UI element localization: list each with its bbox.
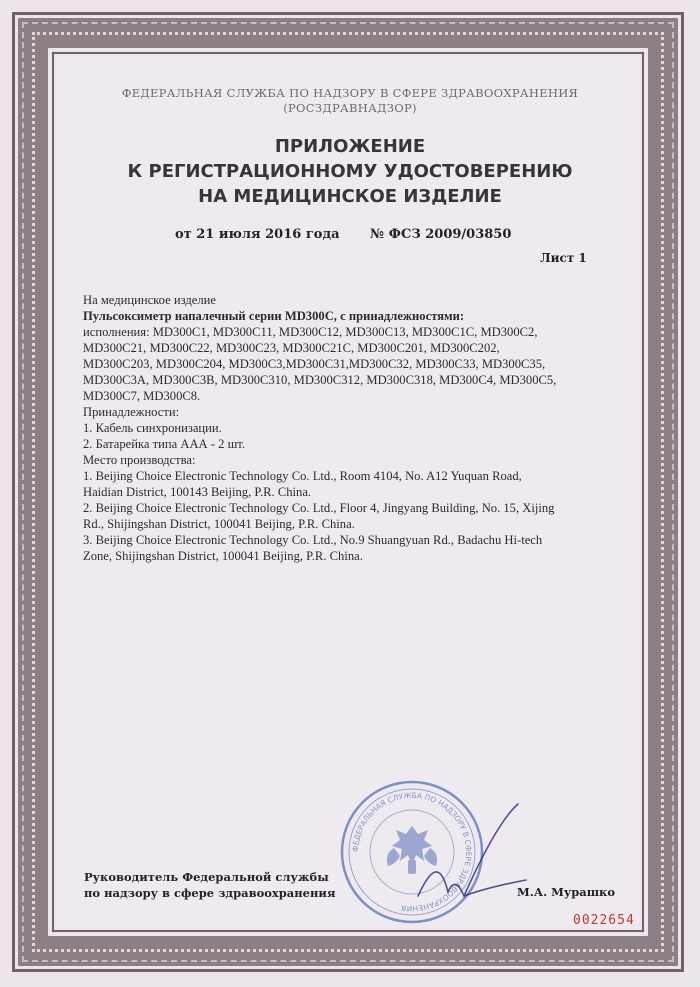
production-line: 2. Beijing Choice Electronic Technology Co. Ltd., Floor 4, Jingyang Building, No. 15, Xijing	[83, 501, 555, 515]
agency-abbr: (РОСЗДРАВНАДЗОР)	[283, 101, 417, 115]
accessory-item: 2. Батарейка типа ААА - 2 шт.	[83, 437, 245, 451]
production-line: 3. Beijing Choice Electronic Technology Co. Ltd., No.9 Shuangyuan Rd., Badachu Hi-tech	[83, 533, 543, 547]
certificate-number: № ФСЗ 2009/03850	[370, 227, 512, 242]
title-line-1: ПРИЛОЖЕНИЕ	[274, 136, 426, 157]
signer-title-line-1: Руководитель Федеральной службы	[84, 870, 329, 884]
accessories-label: Принадлежности:	[83, 405, 180, 419]
signer-title-line-2: по надзору в сфере здравоохранения	[84, 886, 336, 900]
production-line: 1. Beijing Choice Electronic Technology Co. Ltd., Room 4104, No. A12 Yuquan Road,	[83, 469, 522, 483]
title-line-3: НА МЕДИЦИНСКОЕ ИЗДЕЛИЕ	[198, 186, 502, 207]
document-title	[0, 134, 700, 209]
versions-line: MD300C203, MD300C204, MD300C3,MD300C31,MD300C32, MD300C33, MD300C35,	[83, 357, 546, 371]
production-label: Место производства:	[83, 453, 196, 467]
serial-number: 0022654	[573, 913, 635, 928]
production-line: Haidian District, 100143 Beijing, P.R. China.	[83, 485, 312, 499]
seal-text: ФЕДЕРАЛЬНАЯ СЛУЖБА ПО НАДЗОРУ В СФЕРЕ ЗДРАВООХРАНЕНИЯ	[350, 790, 474, 914]
document-body	[83, 292, 623, 564]
versions-line: исполнения: MD300C1, MD300C11, MD300C12, MD300C13, MD300C1C, MD300C2,	[83, 325, 538, 339]
certificate-date: от 21 июля 2016 года	[175, 227, 340, 242]
versions-line: MD300C3A, MD300C3B, MD300C310, MD300C312, MD300C318, MD300C4, MD300C5,	[83, 373, 557, 387]
agency-header	[0, 86, 700, 116]
production-line: Rd., Shijingshan District, 100041 Beijing, P.R. China.	[83, 517, 355, 531]
accessory-item: 1. Кабель синхронизации.	[83, 421, 222, 435]
signer-title	[84, 869, 335, 901]
signer-name: М.А. Мурашко	[517, 885, 616, 899]
versions-line: MD300C7, MD300C8.	[83, 389, 201, 403]
agency-name: ФЕДЕРАЛЬНАЯ СЛУЖБА ПО НАДЗОРУ В СФЕРЕ ЗДРАВООХРАНЕНИЯ	[121, 86, 579, 100]
title-line-2: К РЕГИСТРАЦИОННОМУ УДОСТОВЕРЕНИЮ	[127, 161, 573, 182]
sheet-number: Лист 1	[540, 251, 587, 265]
production-line: Zone, Shijingshan District, 100041 Beijing, P.R. China.	[83, 549, 363, 563]
handwritten-signature	[410, 800, 530, 910]
versions-line: MD300C21, MD300C22, MD300C23, MD300C21C, MD300C201, MD300C202,	[83, 341, 500, 355]
intro-text: На медицинское изделие	[83, 293, 216, 307]
product-name: Пульсоксиметр напалечный серии MD300C, с принадлежностями:	[83, 309, 465, 323]
